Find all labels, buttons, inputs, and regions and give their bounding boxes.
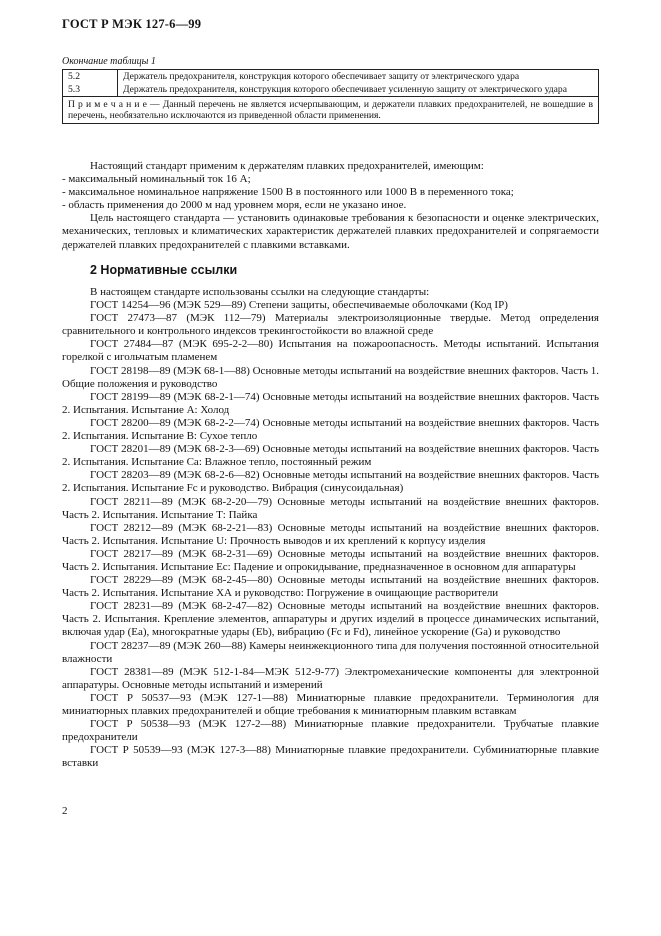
reference-item: ГОСТ 14254—96 (МЭК 529—89) Степени защиты, обеспечиваемые оболочками (Код IP) bbox=[90, 299, 508, 312]
table-continuation-caption: Окончание таблицы 1 bbox=[62, 56, 156, 67]
reference-item: ГОСТ 28229—89 (МЭК 68-2-45—80) Основные методы испытаний на воздействие внешних факторов. Часть 2. Испытания. Испытание ХА и руководство: Погружение в очищающие растворители bbox=[62, 574, 599, 600]
purpose-paragraph: Цель настоящего стандарта — установить одинаковые требования к безопасности и оценке электрических, механических, тепловых и климатических характеристик держателей плавких предохранителей и сопрягаемости держателей плавких предохранителей с плавкими вставками. bbox=[62, 212, 599, 251]
table-row bbox=[63, 70, 599, 84]
table-note bbox=[63, 97, 599, 124]
reference-item: ГОСТ 28199—89 (МЭК 68-2-1—74) Основные методы испытаний на воздействие внешних факторов. Часть 2. Испытания. Испытание А: Холод bbox=[62, 390, 599, 416]
row-number: 5.2 bbox=[63, 70, 118, 84]
note-text: Данный перечень не является исчерпывающим, и держатели плавких предохранителей, не вошедшие в перечень, необязательно исключаются из приведенной области применения. bbox=[68, 99, 593, 121]
reference-item: ГОСТ 28231—89 (МЭК 68-2-47—82) Основные методы испытаний на воздействие внешних факторов. Часть 2. Испытания. Крепление элементов, аппаратуры и других изделий в процессе динамических испытаний, включая удар (Еа), многократные удары (Еb), вибрацию (Fc и Fd), линейное ускорение (Ga) и руководство bbox=[62, 600, 599, 639]
reference-item: ГОСТ 27484—87 (МЭК 695-2-2—80) Испытания на пожароопасность. Методы испытаний. Испытания горелкой с игольчатым пламенем bbox=[62, 338, 599, 364]
scope-list-item: - максимальный номинальный ток 16 А; bbox=[62, 173, 251, 186]
section-heading: 2 Нормативные ссылки bbox=[90, 263, 238, 277]
reference-item: ГОСТ 28211—89 (МЭК 68-2-20—79) Основные методы испытаний на воздействие внешних факторов. Часть 2. Испытания. Испытание Т: Пайка bbox=[62, 495, 599, 521]
scope-list-item: - максимальное номинальное напряжение 1500 В в постоянного или 1000 В в переменного тока; bbox=[62, 186, 514, 199]
scope-paragraph: Настоящий стандарт применим к держателям плавких предохранителей, имеющим: bbox=[90, 160, 484, 172]
page-number: 2 bbox=[62, 805, 68, 817]
reference-item: ГОСТ 28237—89 (МЭК 260—88) Камеры неинжекционного типа для получения постоянной относительной влажности bbox=[62, 639, 599, 665]
table-row bbox=[63, 83, 599, 97]
row-number: 5.3 bbox=[63, 83, 118, 97]
reference-item: ГОСТ 28212—89 (МЭК 68-2-21—83) Основные методы испытаний на воздействие внешних факторов. Часть 2. Испытания. Испытание U: Прочность выводов и их креплений к корпусу изделия bbox=[62, 521, 599, 547]
reference-item: ГОСТ 28203—89 (МЭК 68-2-6—82) Основные методы испытаний на воздействие внешних факторов. Часть 2. Испытания. Испытание Fc и руководство. Вибрация (синусоидальная) bbox=[62, 469, 599, 495]
reference-item: ГОСТ 28198—89 (МЭК 68-1—88) Основные методы испытаний на воздействие внешних факторов. Часть 1. Общие положения и руководство bbox=[62, 364, 599, 390]
table-note-row bbox=[63, 97, 599, 124]
reference-item: ГОСТ Р 50537—93 (МЭК 127-1—88) Миниатюрные плавкие предохранители. Терминология для миниатюрных плавких предохранителей и общие требования к миниатюрным плавким вставкам bbox=[62, 691, 599, 717]
note-prefix: П р и м е ч а н и е — bbox=[68, 99, 160, 110]
reference-item: ГОСТ 28200—89 (МЭК 68-2-2—74) Основные методы испытаний на воздействие внешних факторов. Часть 2. Испытания. Испытание В: Сухое тепло bbox=[62, 416, 599, 443]
references-text bbox=[62, 286, 599, 770]
reference-item: ГОСТ Р 50539—93 (МЭК 127-3—88) Миниатюрные плавкие предохранители. Субминиатюрные плавкие вставки bbox=[62, 744, 599, 770]
reference-item: ГОСТ 28201—89 (МЭК 68-2-3—69) Основные методы испытаний на воздействие внешних факторов. Часть 2. Испытания. Испытание Са: Влажное тепло, постоянный режим bbox=[62, 443, 599, 469]
reference-item: ГОСТ 28217—89 (МЭК 68-2-31—69) Основные методы испытаний на воздействие внешних факторов. Часть 2. Испытания. Испытание Ес: Падение и опрокидывание, предназначенное в основном для аппаратуры bbox=[62, 547, 599, 573]
reference-item: ГОСТ Р 50538—93 (МЭК 127-2—88) Миниатюрные плавкие предохранители. Трубчатые плавкие предохранители bbox=[62, 718, 599, 744]
document-header: ГОСТ Р МЭК 127-6—99 bbox=[62, 17, 202, 31]
reference-item: ГОСТ 28381—89 (МЭК 512-1-84—МЭК 512-9-77) Электромеханические компоненты для электронной аппаратуры. Основные методы испытаний и измерений bbox=[62, 665, 599, 691]
row-description: Держатель предохранителя, конструкция которого обеспечивает усиленную защиту от электрического удара bbox=[118, 83, 599, 97]
scope-text bbox=[62, 160, 599, 252]
row-description: Держатель предохранителя, конструкция которого обеспечивает защиту от электрического удара bbox=[118, 70, 599, 84]
scope-list-item: - область применения до 2000 м над уровнем моря, если не указано иное. bbox=[62, 199, 407, 212]
references-lead: В настоящем стандарте использованы ссылки на следующие стандарты: bbox=[90, 286, 430, 298]
reference-item: ГОСТ 27473—87 (МЭК 112—79) Материалы электроизоляционные твердые. Метод определения сравнительного и контрольного индексов трекингостойкости во влажной среде bbox=[62, 312, 599, 338]
classification-table bbox=[62, 69, 599, 124]
